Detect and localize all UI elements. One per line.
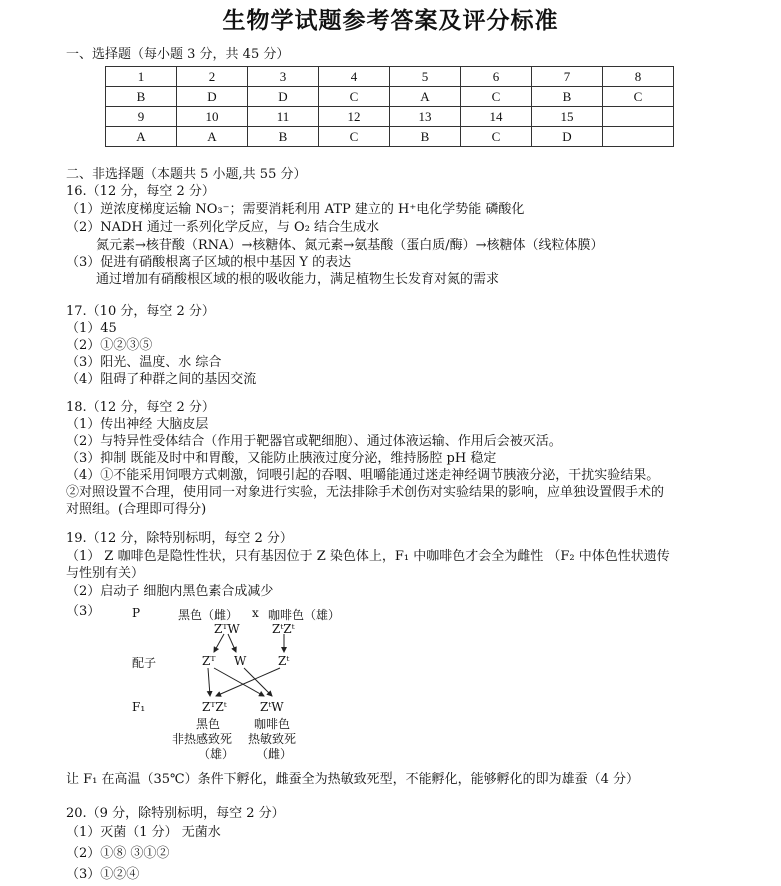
q18-line-4: （4）①不能采用饲喂方式刺激，饲喂引起的吞咽、咀嚼能通过迷走神经调节胰液分泌，干扰实验结果。	[66, 468, 660, 483]
section-1-heading: 一、选择题（每小题 3 分，共 45 分）	[66, 47, 290, 62]
q16-line-4: （3）促进有硝酸根离子区域的根中基因 Y 的表达	[66, 255, 352, 270]
female-parent-phenotype: 黑色（雌）	[178, 608, 239, 622]
answer-table-cell	[603, 107, 674, 127]
q16-line-1: （1）逆浓度梯度运输 NO₃⁻；需要消耗利用 ATP 建立的 H⁺电化学势能 磷酸化	[66, 202, 525, 217]
answer-table-cell: 7	[532, 67, 603, 87]
offspring-2-color: 咖啡色	[254, 717, 291, 731]
q20-heading: 20.（9 分，除特别标明，每空 2 分）	[66, 806, 285, 821]
q17-line-3: （3）阳光、温度、水 综合	[66, 355, 222, 370]
answer-table-cell: A	[106, 127, 177, 147]
answer-table-cell: C	[319, 127, 390, 147]
q16-line-2: （2）NADH 通过一系列化学反应，与 O₂ 结合生成水	[66, 220, 380, 235]
answer-table-row	[106, 107, 674, 127]
q20-line-1: （1）灭菌（1 分） 无菌水	[66, 825, 221, 840]
answer-table-cell: 3	[248, 67, 319, 87]
answer-table-cell: 10	[177, 107, 248, 127]
q18-line-6: 对照组。(合理即可得分)	[66, 502, 207, 517]
answer-table-cell: 9	[106, 107, 177, 127]
answer-table-cell	[603, 127, 674, 147]
answer-table-cell: C	[319, 87, 390, 107]
cross-symbol: x	[252, 606, 259, 620]
gamete-zt-male: Zᵗ	[278, 654, 290, 668]
q17-line-4: （4）阻碍了种群之间的基因交流	[66, 372, 257, 387]
answer-table-cell: 5	[390, 67, 461, 87]
answer-table-cell: 6	[461, 67, 532, 87]
q16-line-3: 氮元素→核苷酸（RNA）→核糖体、氮元素→氨基酸（蛋白质/酶）→核糖体（线粒体膜）	[96, 238, 604, 253]
answer-table-cell: A	[390, 87, 461, 107]
q17-heading: 17.（10 分，每空 2 分）	[66, 304, 215, 319]
q18-line-5: ②对照设置不合理，使用同一对象进行实验，无法排除手术创伤对实验结果的影响，应单独设置假手术的	[66, 485, 665, 500]
offspring-2-genotype: ZᵗW	[260, 700, 284, 714]
q20-line-3: （3）①②④	[66, 867, 140, 882]
offspring-2-heat-trait: 热敏致死	[248, 732, 297, 746]
offspring-1-color: 黑色	[196, 717, 221, 731]
answer-table-row	[106, 127, 674, 147]
q19-line-2: 与性别有关）	[66, 566, 145, 581]
answer-table-row	[106, 87, 674, 107]
answer-table-cell: 14	[461, 107, 532, 127]
gamete-w: W	[234, 654, 247, 668]
answer-table-cell: D	[532, 127, 603, 147]
q17-line-2: （2）①②③⑤	[66, 338, 153, 353]
answer-table-cell: 15	[532, 107, 603, 127]
page-title: 生物学试题参考答案及评分标准	[222, 7, 559, 34]
answer-table-cell: D	[177, 87, 248, 107]
genetic-cross-diagram	[66, 602, 506, 762]
answer-table-cell: B	[106, 87, 177, 107]
parent-label: P	[132, 606, 141, 620]
q19-line-4: （3）	[66, 604, 101, 619]
q18-line-3: （3）抑制 既能及时中和胃酸，又能防止胰液过度分泌，维持肠腔 pH 稳定	[66, 451, 497, 466]
answer-table-cell: 8	[603, 67, 674, 87]
answer-table-cell: C	[461, 87, 532, 107]
answer-table-row	[106, 67, 674, 87]
answer-table-cell: 12	[319, 107, 390, 127]
q18-line-1: （1）传出神经 大脑皮层	[66, 417, 209, 432]
q16-line-5: 通过增加有硝酸根区域的根的吸收能力，满足植物生长发育对氮的需求	[96, 272, 500, 287]
answer-table-cell: C	[603, 87, 674, 107]
answer-table-cell: 4	[319, 67, 390, 87]
f1-label: F₁	[132, 700, 146, 714]
q19-line-3: （2）启动子 细胞内黑色素合成减少	[66, 584, 274, 599]
offspring-1-genotype: ZᵀZᵗ	[202, 700, 227, 714]
answer-table-cell: B	[532, 87, 603, 107]
answer-table-cell: 1	[106, 67, 177, 87]
section-2-heading: 二、非选择题（本题共 5 小题,共 55 分）	[66, 167, 307, 182]
answer-table-cell: B	[390, 127, 461, 147]
answer-table-cell: 11	[248, 107, 319, 127]
offspring-1-sex: （雄）	[198, 747, 235, 761]
q19-line-5: 让 F₁ 在高温（35℃）条件下孵化，雌蚕全为热敏致死型，不能孵化，能够孵化的即为雄蚕（4 分）	[66, 772, 639, 787]
offspring-1-heat-trait: 非热感致死	[172, 732, 233, 746]
answer-table-cell: C	[461, 127, 532, 147]
answer-table-cell: 2	[177, 67, 248, 87]
male-parent-genotype: ZᵗZᵗ	[272, 622, 295, 636]
offspring-2-sex: （雌）	[256, 747, 293, 761]
answer-table-cell: B	[248, 127, 319, 147]
q16-heading: 16.（12 分，每空 2 分）	[66, 184, 215, 199]
q17-line-1: （1）45	[66, 321, 117, 336]
answer-table-cell: A	[177, 127, 248, 147]
q20-line-2: （2）①⑧ ③①②	[66, 846, 170, 861]
answer-table-cell: 13	[390, 107, 461, 127]
answer-table	[105, 66, 674, 147]
gamete-label: 配子	[132, 656, 157, 670]
q19-heading: 19.（12 分，除特别标明，每空 2 分）	[66, 531, 293, 546]
q19-line-1: （1） Z 咖啡色是隐性性状，只有基因位于 Z 染色体上，F₁ 中咖啡色才会全为雌性 （F₂ 中体色性状遗传	[66, 549, 670, 564]
gamete-zt-female: Zᵀ	[202, 654, 216, 668]
female-parent-genotype: ZᵀW	[214, 622, 240, 636]
q18-line-2: （2）与特异性受体结合（作用于靶器官或靶细胞）、通过体液运输、作用后会被灭活。	[66, 434, 562, 449]
q18-heading: 18.（12 分，每空 2 分）	[66, 400, 215, 415]
answer-table-cell: D	[248, 87, 319, 107]
male-parent-phenotype: 咖啡色（雄）	[268, 608, 341, 622]
